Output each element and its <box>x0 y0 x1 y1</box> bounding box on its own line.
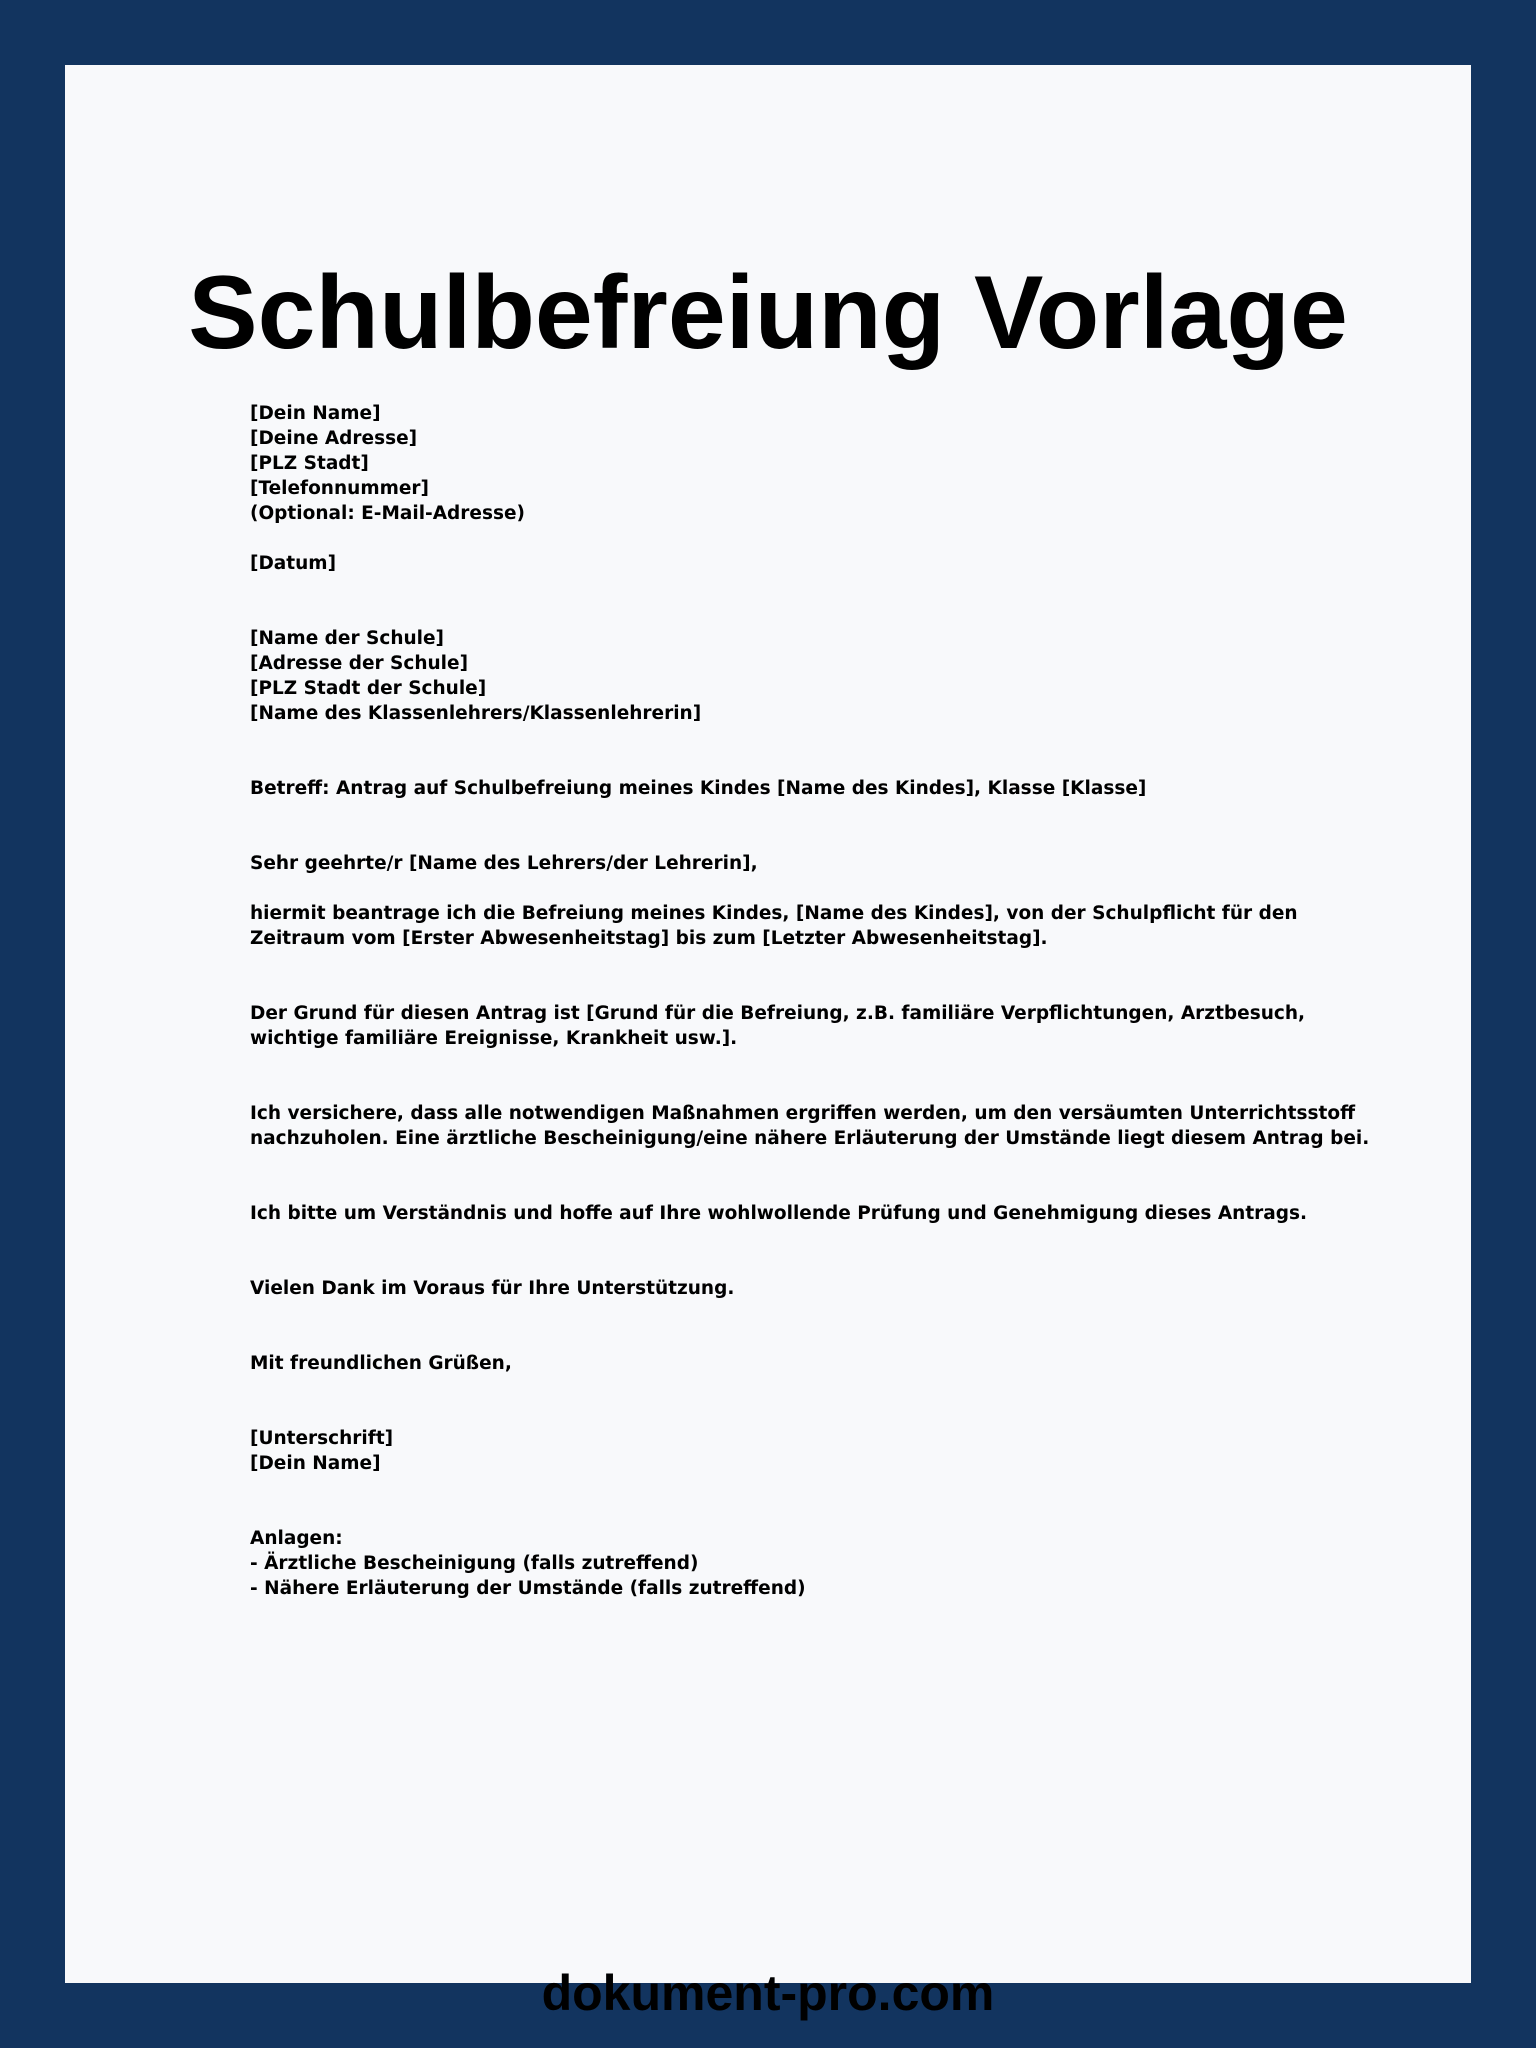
document-page <box>65 65 1471 2021</box>
sender-block <box>250 401 1330 526</box>
paragraph-line: hiermit beantrage ich die Befreiung meines Kindes, [Name des Kindes], von der Schulpflicht für den <box>250 903 1298 924</box>
paragraph-line: Der Grund für diesen Antrag ist [Grund für die Befreiung, z.B. familiäre Verpflichtungen, Arztbesuch, <box>250 1003 1306 1024</box>
sender-email: (Optional: E-Mail-Adresse) <box>250 503 525 524</box>
paragraph-line: wichtige familiäre Ereignisse, Krankheit usw.]. <box>250 1028 738 1049</box>
sender-phone: [Telefonnummer] <box>250 478 430 499</box>
attachment-item: - Nähere Erläuterung der Umstände (falls zutreffend) <box>250 1578 806 1599</box>
attachments-block <box>250 1526 1330 1601</box>
letter-body <box>250 401 1370 1601</box>
sender-name: [Dein Name] <box>250 403 381 424</box>
recipient-school-name: [Name der Schule] <box>250 628 445 649</box>
paragraph-request-understanding: Ich bitte um Verständnis und hoffe auf Ihre wohlwollende Prüfung und Genehmigung dieses Antrags. <box>250 1203 1308 1224</box>
paragraph-line: Zeitraum vom [Erster Abwesenheitstag] bis zum [Letzter Abwesenheitstag]. <box>250 928 1048 949</box>
attachments-heading: Anlagen: <box>250 1528 343 1549</box>
signature-block <box>250 1426 1330 1476</box>
closing: Mit freundlichen Grüßen, <box>250 1353 512 1374</box>
signature-placeholder: [Unterschrift] <box>250 1428 394 1449</box>
letter-date: [Datum] <box>250 553 337 574</box>
attachment-item: - Ärztliche Bescheinigung (falls zutreffend) <box>250 1553 699 1574</box>
document-title: Schulbefreiung Vorlage <box>188 255 1348 371</box>
sender-city: [PLZ Stadt] <box>250 453 369 474</box>
subject-line: Betreff: Antrag auf Schulbefreiung meines Kindes [Name des Kindes], Klasse [Klasse] <box>250 778 1147 799</box>
footer-site-name: dokument-pro.com <box>541 1965 995 2021</box>
recipient-teacher: [Name des Klassenlehrers/Klassenlehrerin] <box>250 703 702 724</box>
recipient-school-address: [Adresse der Schule] <box>250 653 469 674</box>
recipient-block <box>250 626 1330 726</box>
signature-name: [Dein Name] <box>250 1453 381 1474</box>
salutation: Sehr geehrte/r [Name des Lehrers/der Lehrerin], <box>250 853 758 874</box>
recipient-school-city: [PLZ Stadt der Schule] <box>250 678 487 699</box>
paragraph-reason <box>250 1001 1330 1051</box>
paragraph-line: Ich versichere, dass alle notwendigen Maßnahmen ergriffen werden, um den versäumten Unterrichtsstoff <box>250 1103 1356 1124</box>
paragraph-line: nachzuholen. Eine ärztliche Bescheinigung/eine nähere Erläuterung der Umstände liegt diesem Antrag bei. <box>250 1128 1370 1149</box>
sender-address: [Deine Adresse] <box>250 428 418 449</box>
paragraph-assurance <box>250 1101 1370 1151</box>
paragraph-request <box>250 901 1330 951</box>
paragraph-thanks: Vielen Dank im Voraus für Ihre Unterstützung. <box>250 1278 735 1299</box>
